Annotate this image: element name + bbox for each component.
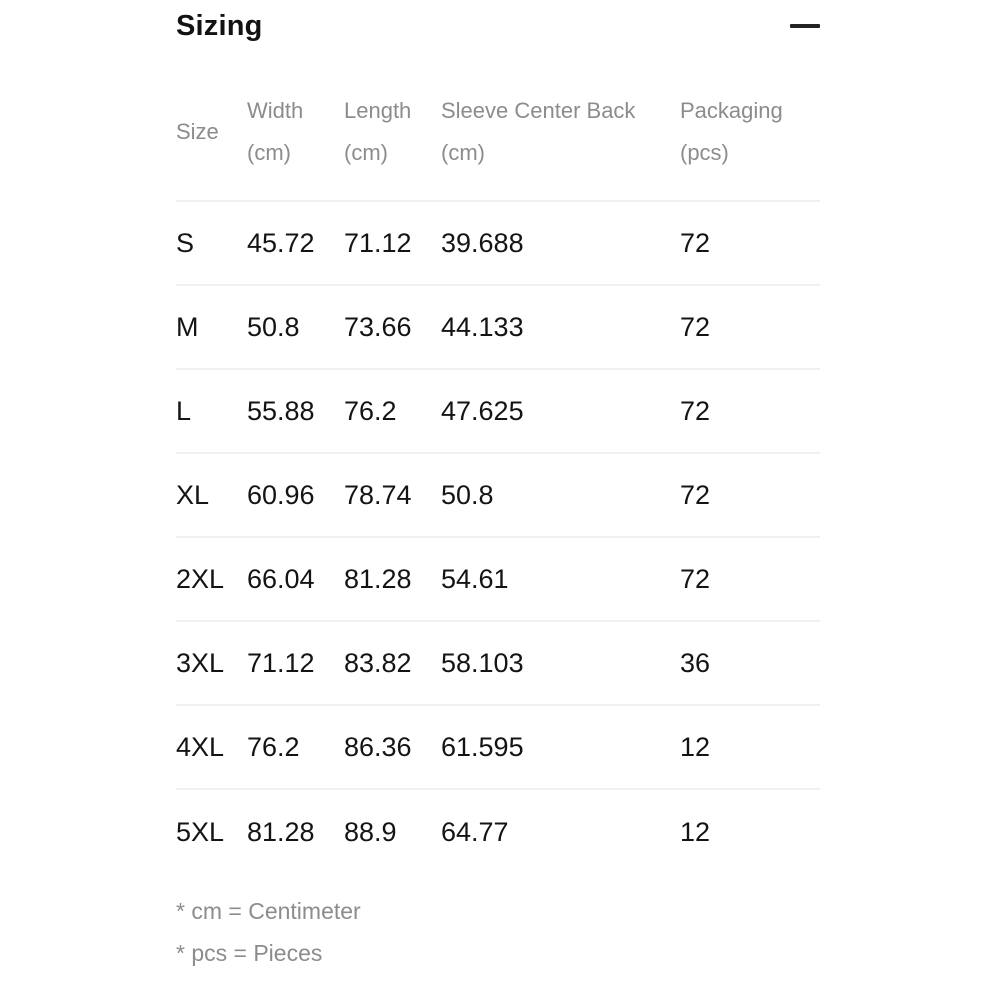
section-title: Sizing	[176, 9, 263, 42]
table-header-row	[176, 90, 820, 202]
cell-sleeve-center-back: 39.688	[441, 227, 524, 258]
column-header-unit: (pcs)	[680, 140, 729, 165]
column-header-length	[344, 90, 441, 174]
cell-packaging: 12	[680, 816, 711, 847]
column-header-size	[176, 90, 247, 174]
cell-width: 50.8	[247, 311, 300, 342]
cell-width: 45.72	[247, 227, 315, 258]
section-header	[176, 8, 820, 44]
cell-sleeve-center-back: 44.133	[441, 311, 524, 342]
cell-packaging: 36	[680, 647, 711, 678]
cell-width: 81.28	[247, 816, 315, 847]
column-header-unit: (cm)	[247, 140, 291, 165]
table-row	[176, 538, 820, 622]
cell-width: 76.2	[247, 731, 300, 762]
cell-size: M	[176, 311, 199, 342]
minus-icon	[790, 24, 820, 28]
cell-length: 73.66	[344, 311, 412, 342]
cell-width: 60.96	[247, 479, 315, 510]
table-row	[176, 454, 820, 538]
cell-packaging: 72	[680, 311, 711, 342]
cell-packaging: 72	[680, 563, 711, 594]
column-header-unit: (cm)	[441, 140, 485, 165]
cell-packaging: 72	[680, 395, 711, 426]
cell-width: 66.04	[247, 563, 315, 594]
cell-length: 81.28	[344, 563, 412, 594]
column-header-width	[247, 90, 344, 174]
cell-sleeve-center-back: 64.77	[441, 816, 509, 847]
cell-sleeve-center-back: 50.8	[441, 479, 494, 510]
cell-packaging: 72	[680, 227, 711, 258]
footnote-pcs: * pcs = Pieces	[176, 940, 323, 966]
column-header-label: Sleeve Center Back	[441, 98, 636, 123]
cell-size: XL	[176, 479, 210, 510]
column-header-label: Packaging	[680, 98, 783, 123]
column-header-sleeve-center-back	[441, 90, 680, 174]
table-row	[176, 790, 820, 874]
cell-size: 2XL	[176, 563, 225, 594]
cell-length: 88.9	[344, 816, 397, 847]
cell-sleeve-center-back: 61.595	[441, 731, 524, 762]
collapse-section-button[interactable]	[786, 9, 820, 43]
cell-packaging: 72	[680, 479, 711, 510]
cell-packaging: 12	[680, 731, 711, 762]
sizing-section	[176, 8, 820, 974]
column-header-unit: (cm)	[344, 140, 388, 165]
cell-size: 4XL	[176, 731, 225, 762]
cell-size: L	[176, 395, 192, 426]
cell-length: 78.74	[344, 479, 412, 510]
table-row	[176, 622, 820, 706]
cell-length: 76.2	[344, 395, 397, 426]
cell-size: 5XL	[176, 816, 225, 847]
column-header-label: Width	[247, 98, 304, 123]
cell-size: S	[176, 227, 195, 258]
cell-width: 55.88	[247, 395, 315, 426]
footnote-cm: * cm = Centimeter	[176, 898, 361, 924]
cell-sleeve-center-back: 47.625	[441, 395, 524, 426]
table-row	[176, 706, 820, 790]
table-row	[176, 202, 820, 286]
sizing-table	[176, 90, 820, 874]
column-header-label: Size	[176, 119, 219, 144]
cell-length: 83.82	[344, 647, 412, 678]
table-row	[176, 286, 820, 370]
cell-sleeve-center-back: 58.103	[441, 647, 524, 678]
cell-size: 3XL	[176, 647, 225, 678]
column-header-label: Length	[344, 98, 412, 123]
footnotes	[176, 890, 820, 974]
cell-length: 86.36	[344, 731, 412, 762]
column-header-packaging	[680, 90, 820, 174]
cell-length: 71.12	[344, 227, 412, 258]
cell-sleeve-center-back: 54.61	[441, 563, 509, 594]
cell-width: 71.12	[247, 647, 315, 678]
table-row	[176, 370, 820, 454]
